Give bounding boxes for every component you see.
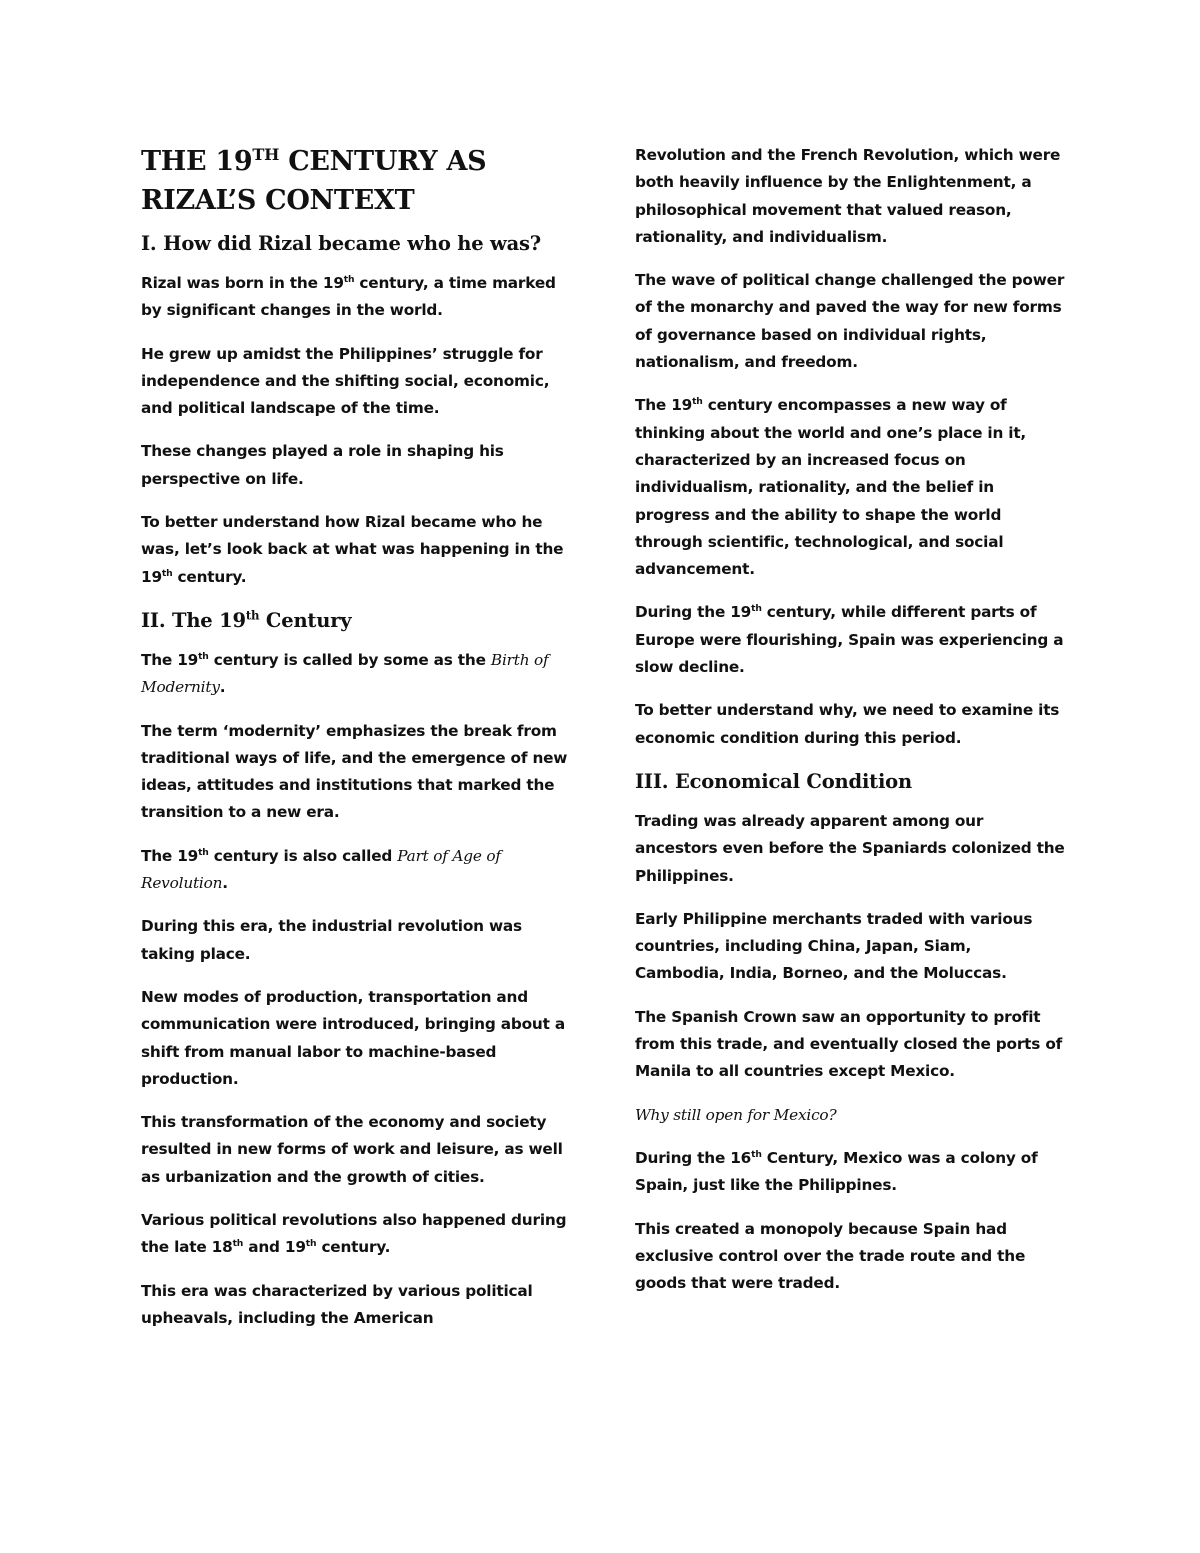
paragraph: This created a monopoly because Spain had exclusive control over the trade route and the goods that were traded.: [635, 1219, 1026, 1293]
paragraph: Various political revolutions also happened during the late 18th and 19th century.: [141, 1211, 567, 1257]
paragraph: During this era, the industrial revolution was taking place.: [141, 917, 522, 963]
paragraph: The term ‘modernity’ emphasizes the break from traditional ways of life, and the emergence of new ideas, attitudes and institutions that marked the transition to a new era.: [141, 721, 568, 822]
right-column: [635, 142, 1065, 1313]
left-column: [141, 142, 571, 1348]
paragraph: He grew up amidst the Philippines’ struggle for independence and the shifting social, economic, and political landscape of the time.: [141, 344, 550, 418]
section-heading-1: I. How did Rizal became who he was?: [141, 232, 542, 255]
paragraph: New modes of production, transportation and communication were introduced, bringing about a shift from manual labor to machine-based production.: [141, 987, 565, 1088]
paragraph: The Spanish Crown saw an opportunity to profit from this trade, and eventually closed the ports of Manila to all countries except Mexico.: [635, 1007, 1063, 1081]
document-title: THE 19TH CENTURY AS RIZAL’S CONTEXT: [141, 145, 487, 216]
paragraph: The 19th century encompasses a new way of thinking about the world and one’s place in it, characterized by an increased focus on individualism, rationality, and the belief in progress and the ability to shape the world through scientific, technological, and social advancement.: [635, 396, 1027, 579]
section-heading-2: II. The 19th Century: [141, 608, 352, 632]
paragraph: Rizal was born in the 19th century, a time marked by significant changes in the world.: [141, 273, 556, 320]
paragraph: Early Philippine merchants traded with various countries, including China, Japan, Siam, Cambodia, India, Borneo, and the Moluccas.: [635, 909, 1033, 983]
paragraph: This transformation of the economy and society resulted in new forms of work and leisure, as well as urbanization and the growth of cities.: [141, 1113, 563, 1186]
paragraph: The 19th century is called by some as the Birth of Modernity.: [141, 650, 549, 697]
paragraph: During the 19th century, while different parts of Europe were flourishing, Spain was experiencing a slow decline.: [635, 603, 1064, 677]
question-line: Why still open for Mexico?: [635, 1105, 837, 1124]
paragraph: To better understand how Rizal became who he was, let’s look back at what was happening in the 19th century.: [141, 513, 564, 586]
paragraph: To better understand why, we need to examine its economic condition during this period.: [635, 701, 1060, 747]
paragraph: During the 16th Century, Mexico was a colony of Spain, just like the Philippines.: [635, 1148, 1038, 1195]
paragraph: The wave of political change challenged the power of the monarchy and paved the way for new forms of governance based on individual rights, nationalism, and freedom.: [635, 271, 1065, 372]
paragraph: Revolution and the French Revolution, which were both heavily influence by the Enlightenment, a philosophical movement that valued reason, rationality, and individualism.: [635, 146, 1061, 246]
paragraph: These changes played a role in shaping his perspective on life.: [141, 442, 504, 488]
paragraph: Trading was already apparent among our ancestors even before the Spaniards colonized the Philippines.: [635, 811, 1065, 885]
paragraph: The 19th century is also called Part of Age of Revolution.: [141, 846, 501, 893]
paragraph: This era was characterized by various political upheavals, including the American: [141, 1281, 533, 1327]
section-heading-3: III. Economical Condition: [635, 769, 912, 793]
